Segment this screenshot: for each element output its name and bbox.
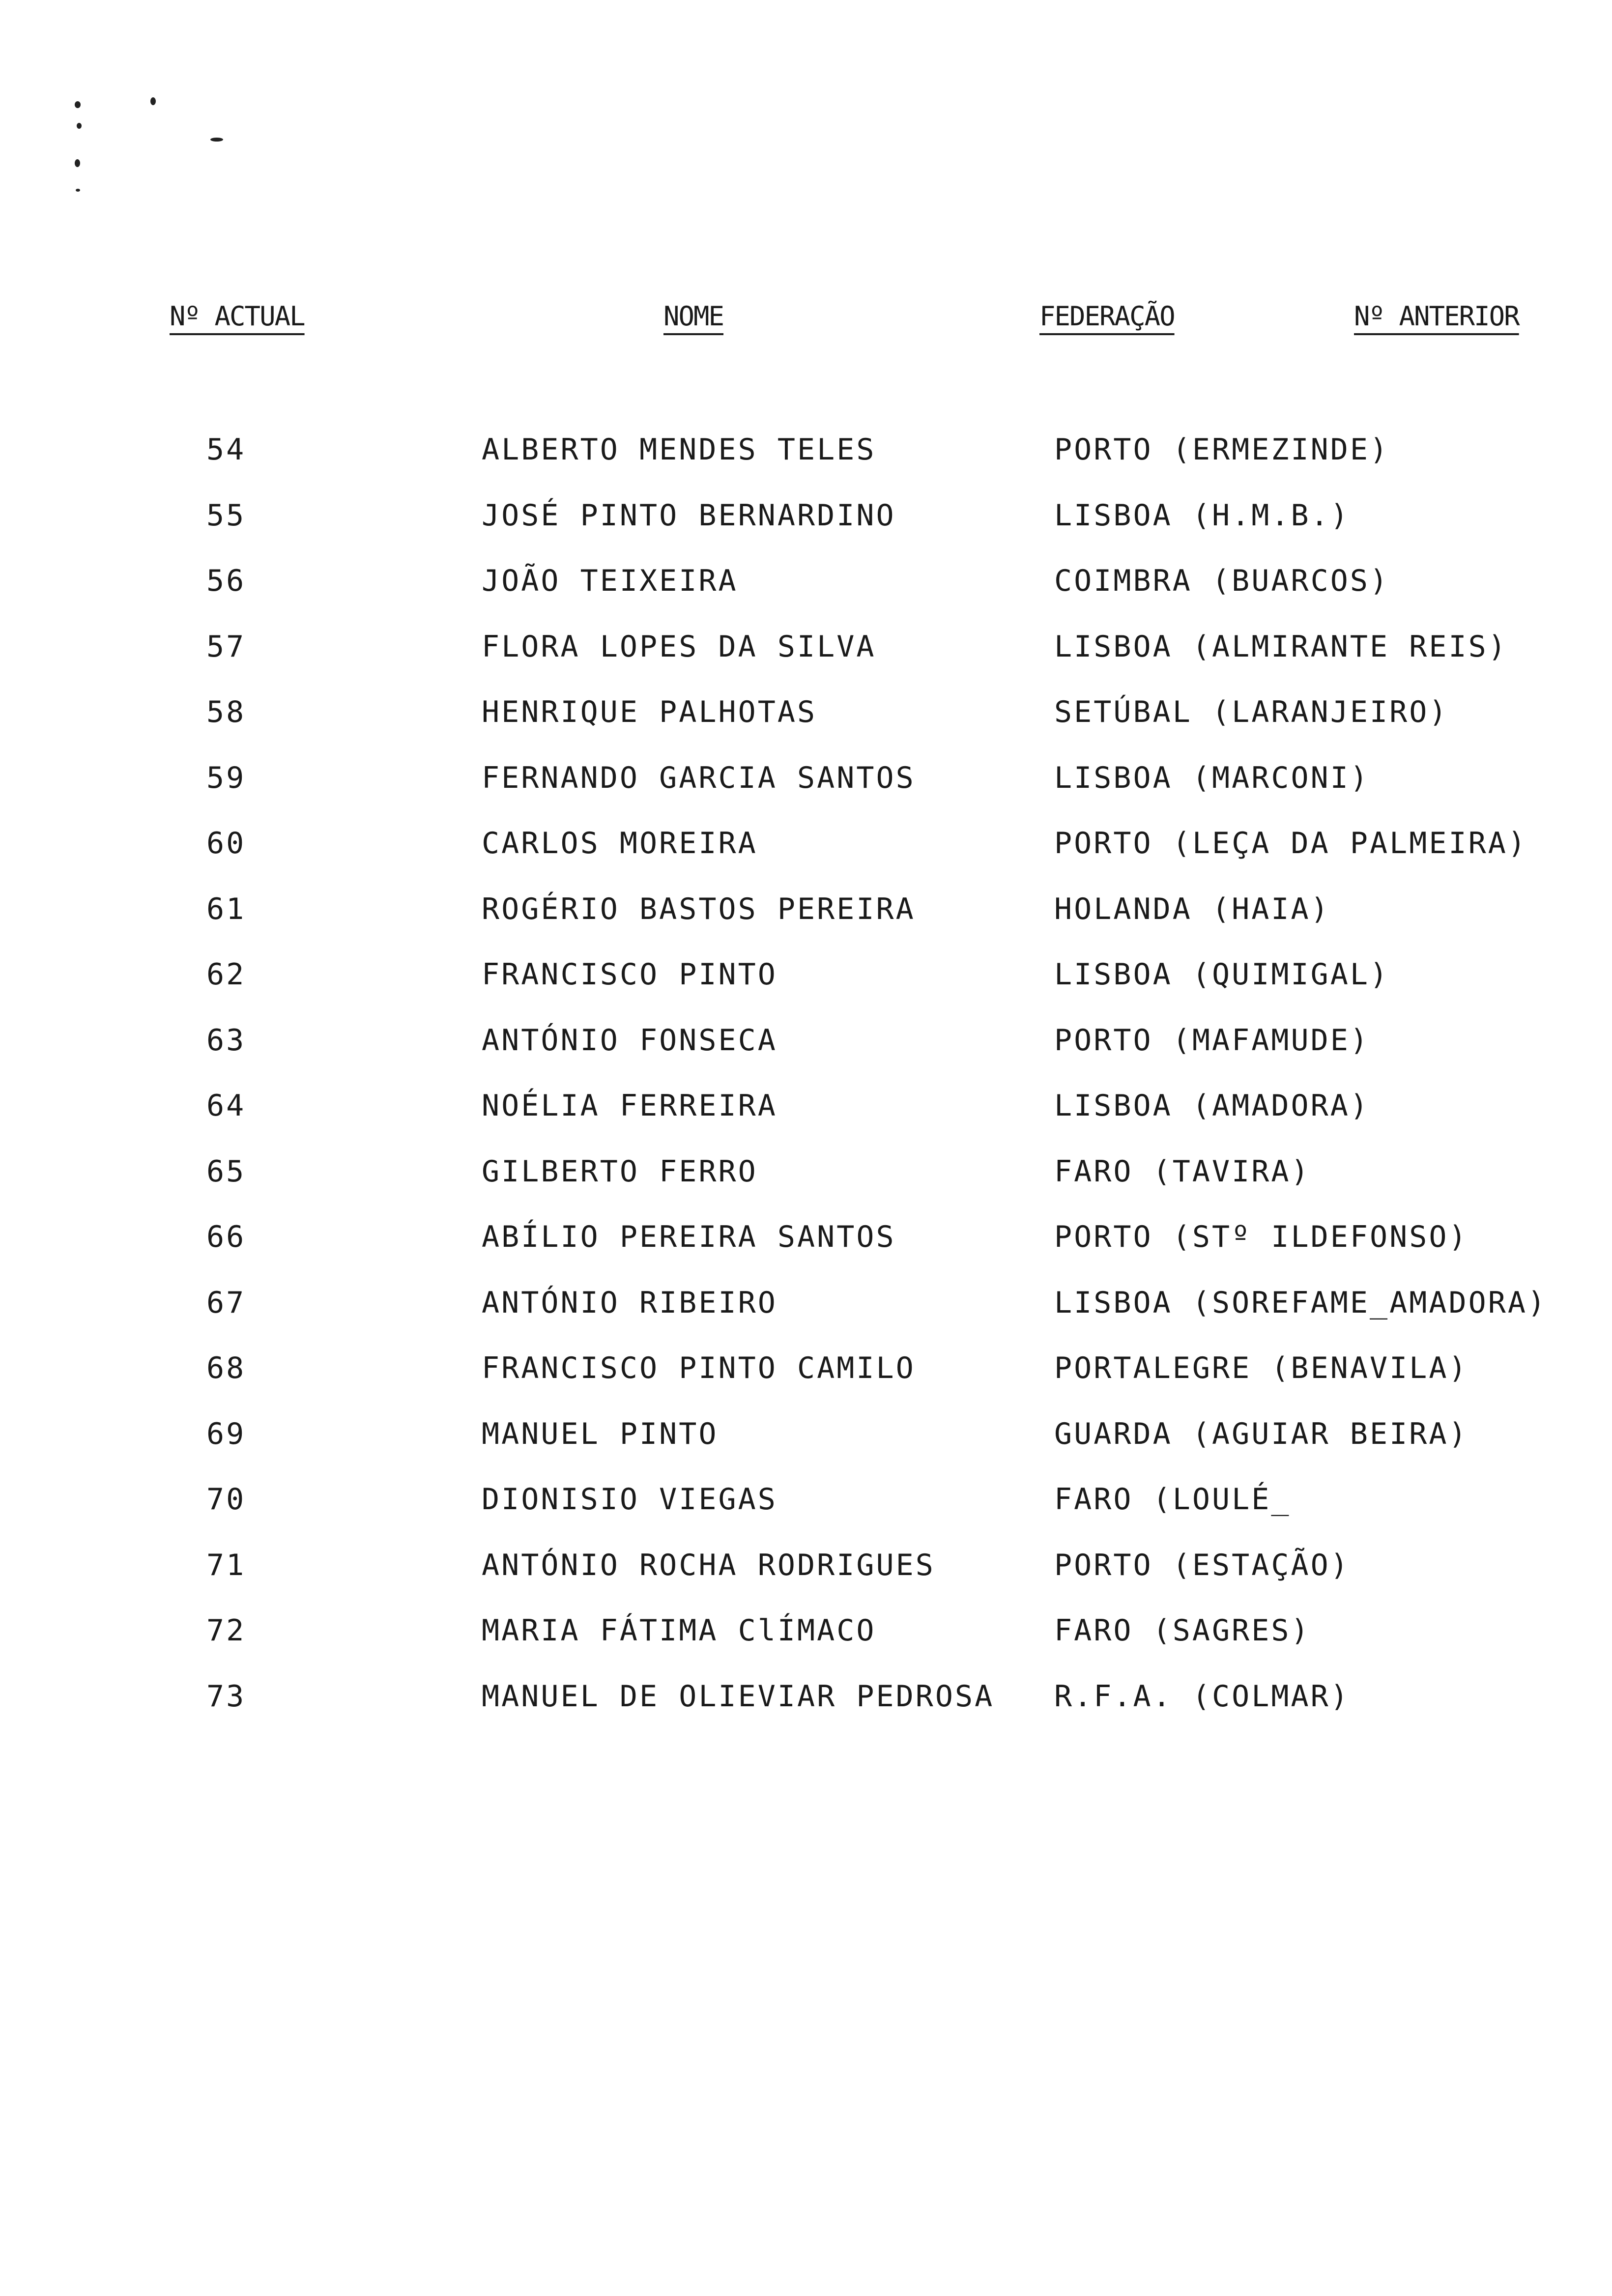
table-row xyxy=(0,1220,1612,1274)
row-name: MANUEL PINTO xyxy=(482,1416,719,1451)
row-name: FERNANDO GARCIA SANTOS xyxy=(482,760,916,795)
row-federation: FARO (TAVIRA) xyxy=(1054,1154,1311,1189)
row-name: FRANCISCO PINTO xyxy=(482,957,777,992)
table-row xyxy=(0,1482,1612,1536)
row-name: HENRIQUE PALHOTAS xyxy=(482,695,817,729)
row-name: MANUEL DE OLIEVIAR PEDROSA xyxy=(482,1679,995,1714)
table-row xyxy=(0,1286,1612,1340)
table-row xyxy=(0,1613,1612,1667)
row-federation: PORTO (ESTAÇÃO) xyxy=(1054,1548,1350,1582)
row-name: ROGÉRIO BASTOS PEREIRA xyxy=(482,891,916,926)
header-nome: NOME xyxy=(663,301,724,332)
row-name: ANTÓNIO ROCHA RODRIGUES xyxy=(482,1548,935,1582)
row-number: 58 xyxy=(206,695,246,729)
table-row xyxy=(0,695,1612,749)
table-row xyxy=(0,630,1612,684)
table-row xyxy=(0,892,1612,946)
table-row xyxy=(0,1548,1612,1602)
row-number: 55 xyxy=(206,498,246,533)
row-name: ANTÓNIO RIBEIRO xyxy=(482,1285,777,1320)
row-name: NOÉLIA FERREIRA xyxy=(482,1089,777,1123)
row-number: 59 xyxy=(206,760,246,795)
row-name: ANTÓNIO FONSECA xyxy=(482,1023,777,1058)
table-row xyxy=(0,1351,1612,1405)
table-row xyxy=(0,957,1612,1011)
row-number: 56 xyxy=(206,564,246,598)
row-name: FRANCISCO PINTO CAMILO xyxy=(482,1351,916,1385)
row-federation: COIMBRA (BUARCOS) xyxy=(1054,564,1390,598)
row-name: JOÃO TEIXEIRA xyxy=(482,564,738,598)
row-federation: R.F.A. (COLMAR) xyxy=(1054,1679,1350,1714)
table-row xyxy=(0,1417,1612,1471)
row-number: 63 xyxy=(206,1023,246,1058)
row-name: GILBERTO FERRO xyxy=(482,1154,758,1189)
row-number: 72 xyxy=(206,1613,246,1648)
row-number: 67 xyxy=(206,1285,246,1320)
row-federation: PORTO (STº ILDEFONSO) xyxy=(1054,1220,1468,1254)
row-number: 73 xyxy=(206,1679,246,1714)
row-federation: LISBOA (MARCONI) xyxy=(1054,760,1370,795)
row-federation: LISBOA (QUIMIGAL) xyxy=(1054,957,1390,992)
row-number: 66 xyxy=(206,1220,246,1254)
header-actual: Nº ACTUAL xyxy=(170,301,305,332)
table-row xyxy=(0,498,1612,552)
row-federation: PORTO (ERMEZINDE) xyxy=(1054,432,1390,467)
table-row xyxy=(0,826,1612,880)
row-number: 54 xyxy=(206,432,246,467)
row-federation: HOLANDA (HAIA) xyxy=(1054,891,1330,926)
row-name: FLORA LOPES DA SILVA xyxy=(482,629,876,664)
row-federation: LISBOA (SOREFAME_AMADORA) xyxy=(1054,1285,1548,1320)
row-number: 64 xyxy=(206,1089,246,1123)
table-row xyxy=(0,1089,1612,1143)
row-federation: PORTO (MAFAMUDE) xyxy=(1054,1023,1370,1058)
table-row xyxy=(0,1023,1612,1077)
header-anterior: Nº ANTERIOR xyxy=(1354,301,1519,332)
row-federation: LISBOA (AMADORA) xyxy=(1054,1089,1370,1123)
row-federation: PORTALEGRE (BENAVILA) xyxy=(1054,1351,1468,1385)
row-name: JOSÉ PINTO BERNARDINO xyxy=(482,498,896,533)
row-name: CARLOS MOREIRA xyxy=(482,826,758,861)
row-name: DIONISIO VIEGAS xyxy=(482,1482,777,1517)
row-number: 57 xyxy=(206,629,246,664)
row-federation: FARO (LOULÉ_ xyxy=(1054,1482,1291,1517)
row-name: ABÍLIO PEREIRA SANTOS xyxy=(482,1220,896,1254)
row-name: MARIA FÁTIMA ClÍMACO xyxy=(482,1613,876,1648)
row-number: 60 xyxy=(206,826,246,861)
row-federation: FARO (SAGRES) xyxy=(1054,1613,1311,1648)
row-number: 70 xyxy=(206,1482,246,1517)
table-row xyxy=(0,1679,1612,1733)
header-federacao: FEDERAÇÃO xyxy=(1039,301,1175,332)
table-row xyxy=(0,432,1612,487)
row-federation: PORTO (LEÇA DA PALMEIRA) xyxy=(1054,826,1527,861)
row-number: 65 xyxy=(206,1154,246,1189)
row-federation: LISBOA (H.M.B.) xyxy=(1054,498,1350,533)
row-federation: LISBOA (ALMIRANTE REIS) xyxy=(1054,629,1508,664)
row-federation: GUARDA (AGUIAR BEIRA) xyxy=(1054,1416,1468,1451)
row-number: 68 xyxy=(206,1351,246,1385)
row-number: 69 xyxy=(206,1416,246,1451)
row-number: 62 xyxy=(206,957,246,992)
row-number: 71 xyxy=(206,1548,246,1582)
row-federation: SETÚBAL (LARANJEIRO) xyxy=(1054,695,1449,729)
table-row xyxy=(0,1154,1612,1208)
row-number: 61 xyxy=(206,891,246,926)
table-row xyxy=(0,761,1612,815)
row-name: ALBERTO MENDES TELES xyxy=(482,432,876,467)
table-row xyxy=(0,564,1612,618)
